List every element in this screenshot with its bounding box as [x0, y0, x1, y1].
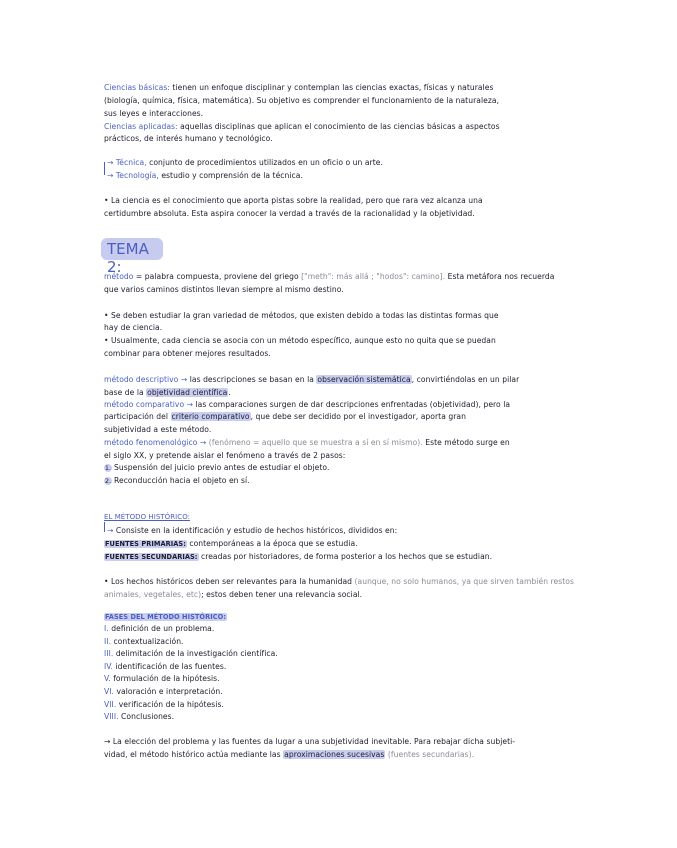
secundarias-term: FUENTES SECUNDARIAS: — [105, 553, 198, 561]
historico-def: → Consiste en la identificación y estudio de hechos históricos, divididos en: — [107, 526, 398, 535]
fase-number: VI. — [104, 687, 114, 696]
fase-text: formulación de la hipótesis. — [113, 674, 220, 684]
historico-bracket — [104, 522, 105, 532]
fuentes-primarias: FUENTES PRIMARIAS: contemporáneas a la época que se estudia. — [105, 539, 358, 548]
final-line-2: vidad, el método histórico actúa mediante las aproximaciones sucesivas (fuentes secundarias). — [104, 750, 475, 759]
fase-number: VIII. — [104, 712, 119, 722]
fases-title: FASES DEL MÉTODO HISTÓRICO: — [105, 613, 226, 621]
ciencia-line-1: • La ciencia es el conocimiento que aporta pistas sobre la realidad, pero que rara vez alcanza una — [104, 196, 483, 205]
step-1-number: 1. — [104, 464, 112, 472]
fase-number: V. — [104, 674, 111, 684]
aplicadas-line-1: Ciencias aplicadas: aquellas disciplinas que aplican el conocimiento de las ciencias básicas a aspectos — [104, 122, 500, 131]
comparativo-term: método comparativo → — [104, 400, 194, 409]
fase-text: contextualización. — [113, 636, 184, 646]
fenomenologico-line-1: método fenomenológico → (fenómeno = aquello que se muestra a sí en sí mismo). Este método surge en — [104, 438, 510, 447]
basicas-term: Ciencias básicas: — [104, 83, 170, 92]
tecnica-bracket — [104, 162, 105, 175]
final-line-1: → La elección del problema y las fuentes da lugar a una subjetividad inevitable. Para rebajar dicha subjeti- — [104, 737, 516, 746]
fase-item — [104, 649, 278, 659]
highlight-criterio: criterio comparativo — [171, 412, 250, 421]
fase-number: II. — [104, 636, 112, 646]
bullet-1-line-1: • Se deben estudiar la gran variedad de métodos, que existen debido a todas las distintas formas que — [104, 311, 499, 320]
comparativo-line-3: subjetividad a este método. — [104, 425, 212, 434]
fase-number: I. — [104, 624, 109, 633]
basicas-line-1: Ciencias básicas: tienen un enfoque disciplinar y contemplan las ciencias exactas, físicas y naturales — [104, 83, 494, 92]
fase-number: VII. — [104, 699, 117, 709]
fase-number: III. — [104, 649, 114, 659]
fase-item — [104, 662, 226, 672]
aplicadas-line-2: prácticos, de interés humano y tecnológico. — [104, 134, 273, 143]
tecnica-line: → Técnica, conjunto de procedimientos utilizados en un oficio o un arte. — [107, 158, 383, 167]
basicas-line-2: (biología, química, física, matemática). Su objetivo es comprender el funcionamiento de la naturaleza, — [104, 96, 500, 105]
bullet-2-line-2: combinar para obtener mejores resultados. — [104, 349, 271, 358]
fase-text: delimitación de la investigación científica. — [115, 649, 278, 659]
metodo-term: método — [104, 272, 134, 281]
tema-2-heading — [101, 238, 163, 276]
descriptivo-line-1: método descriptivo → las descripciones se basan en la observación sistemática, convirtiéndolas en un pilar — [104, 375, 520, 384]
fase-number: IV. — [104, 661, 114, 671]
ciencia-line-2: certidumbre absoluta. Esta aspira conocer la verdad a través de la racionalidad y la objetividad. — [104, 209, 475, 218]
descriptivo-term: método descriptivo → — [104, 375, 188, 384]
fase-text: definición de un problema. — [111, 624, 215, 633]
comparativo-line-1: método comparativo → las comparaciones surgen de dar descripciones enfrentadas (objetividad), pero la — [104, 400, 511, 409]
fase-text: identificación de las fuentes. — [115, 661, 227, 671]
fase-item — [104, 712, 174, 722]
primarias-term: FUENTES PRIMARIAS: — [105, 540, 186, 548]
bullet-1-line-2: hay de ciencia. — [104, 323, 163, 332]
metodo-line-1: método = palabra compuesta, proviene del griego ["meth": más allá ; "hodos": camino]. Esta metáfora nos recuerda — [104, 272, 555, 281]
fuentes-secundarias: FUENTES SECUNDARIAS: creadas por historiadores, de forma posterior a los hechos que se estudian. — [105, 552, 493, 561]
descriptivo-line-2: base de la objetividad científica. — [104, 388, 231, 397]
etymology: ["meth": más allá ; "hodos": camino]. — [301, 272, 446, 281]
tecnologia-line: → Tecnología, estudio y comprensión de la técnica. — [107, 171, 303, 180]
hechos-line-1: • Los hechos históricos deben ser relevantes para la humanidad (aunque, no solo humanos, ya que sirven también restos — [104, 577, 575, 586]
highlight-objetividad: objetividad científica — [147, 388, 228, 397]
comparativo-line-2: participación del criterio comparativo, que debe ser decidido por el investigador, aporta gran — [104, 412, 466, 421]
aplicadas-term: Ciencias aplicadas: — [104, 122, 178, 131]
tecnica-term: Técnica, — [115, 158, 147, 167]
hechos-line-2: animales, vegetales, etc); estos deben tener una relevancia social. — [104, 590, 363, 599]
basicas-line-3: sus leyes e interacciones. — [104, 109, 204, 118]
fenomenologico-line-2: el siglo XX, y pretende aislar el fenómeno a través de 2 pasos: — [104, 451, 346, 460]
fase-item — [104, 624, 214, 634]
fase-text: Conclusiones. — [121, 712, 175, 722]
step-2-number: 2. — [104, 477, 112, 485]
tecnologia-term: Tecnología, — [115, 171, 159, 180]
fenomenologico-term: método fenomenológico → — [104, 438, 207, 447]
bullet-2-line-1: • Usualmente, cada ciencia se asocia con un método específico, aunque esto no quita que se puedan — [104, 336, 496, 345]
highlight-observacion: observación sistemática — [317, 375, 411, 384]
fase-text: verificación de la hipótesis. — [118, 699, 224, 709]
tema-2-title: TEMA 2: — [107, 240, 149, 276]
fase-item — [104, 674, 220, 684]
historico-title: EL MÉTODO HISTÓRICO: — [104, 513, 191, 521]
step-1: 1. Suspensión del juicio previo antes de estudiar el objeto. — [104, 463, 330, 472]
metodo-line-2: que varios caminos distintos llevan siempre al mismo destino. — [104, 285, 344, 294]
step-2: 2. Reconducción hacia el objeto en sí. — [104, 476, 250, 485]
fase-text: valoración e interpretación. — [116, 687, 223, 696]
fase-item — [104, 637, 184, 647]
fase-item — [104, 700, 224, 710]
fase-item — [104, 687, 223, 697]
highlight-aproximaciones: aproximaciones sucesivas — [284, 750, 385, 759]
